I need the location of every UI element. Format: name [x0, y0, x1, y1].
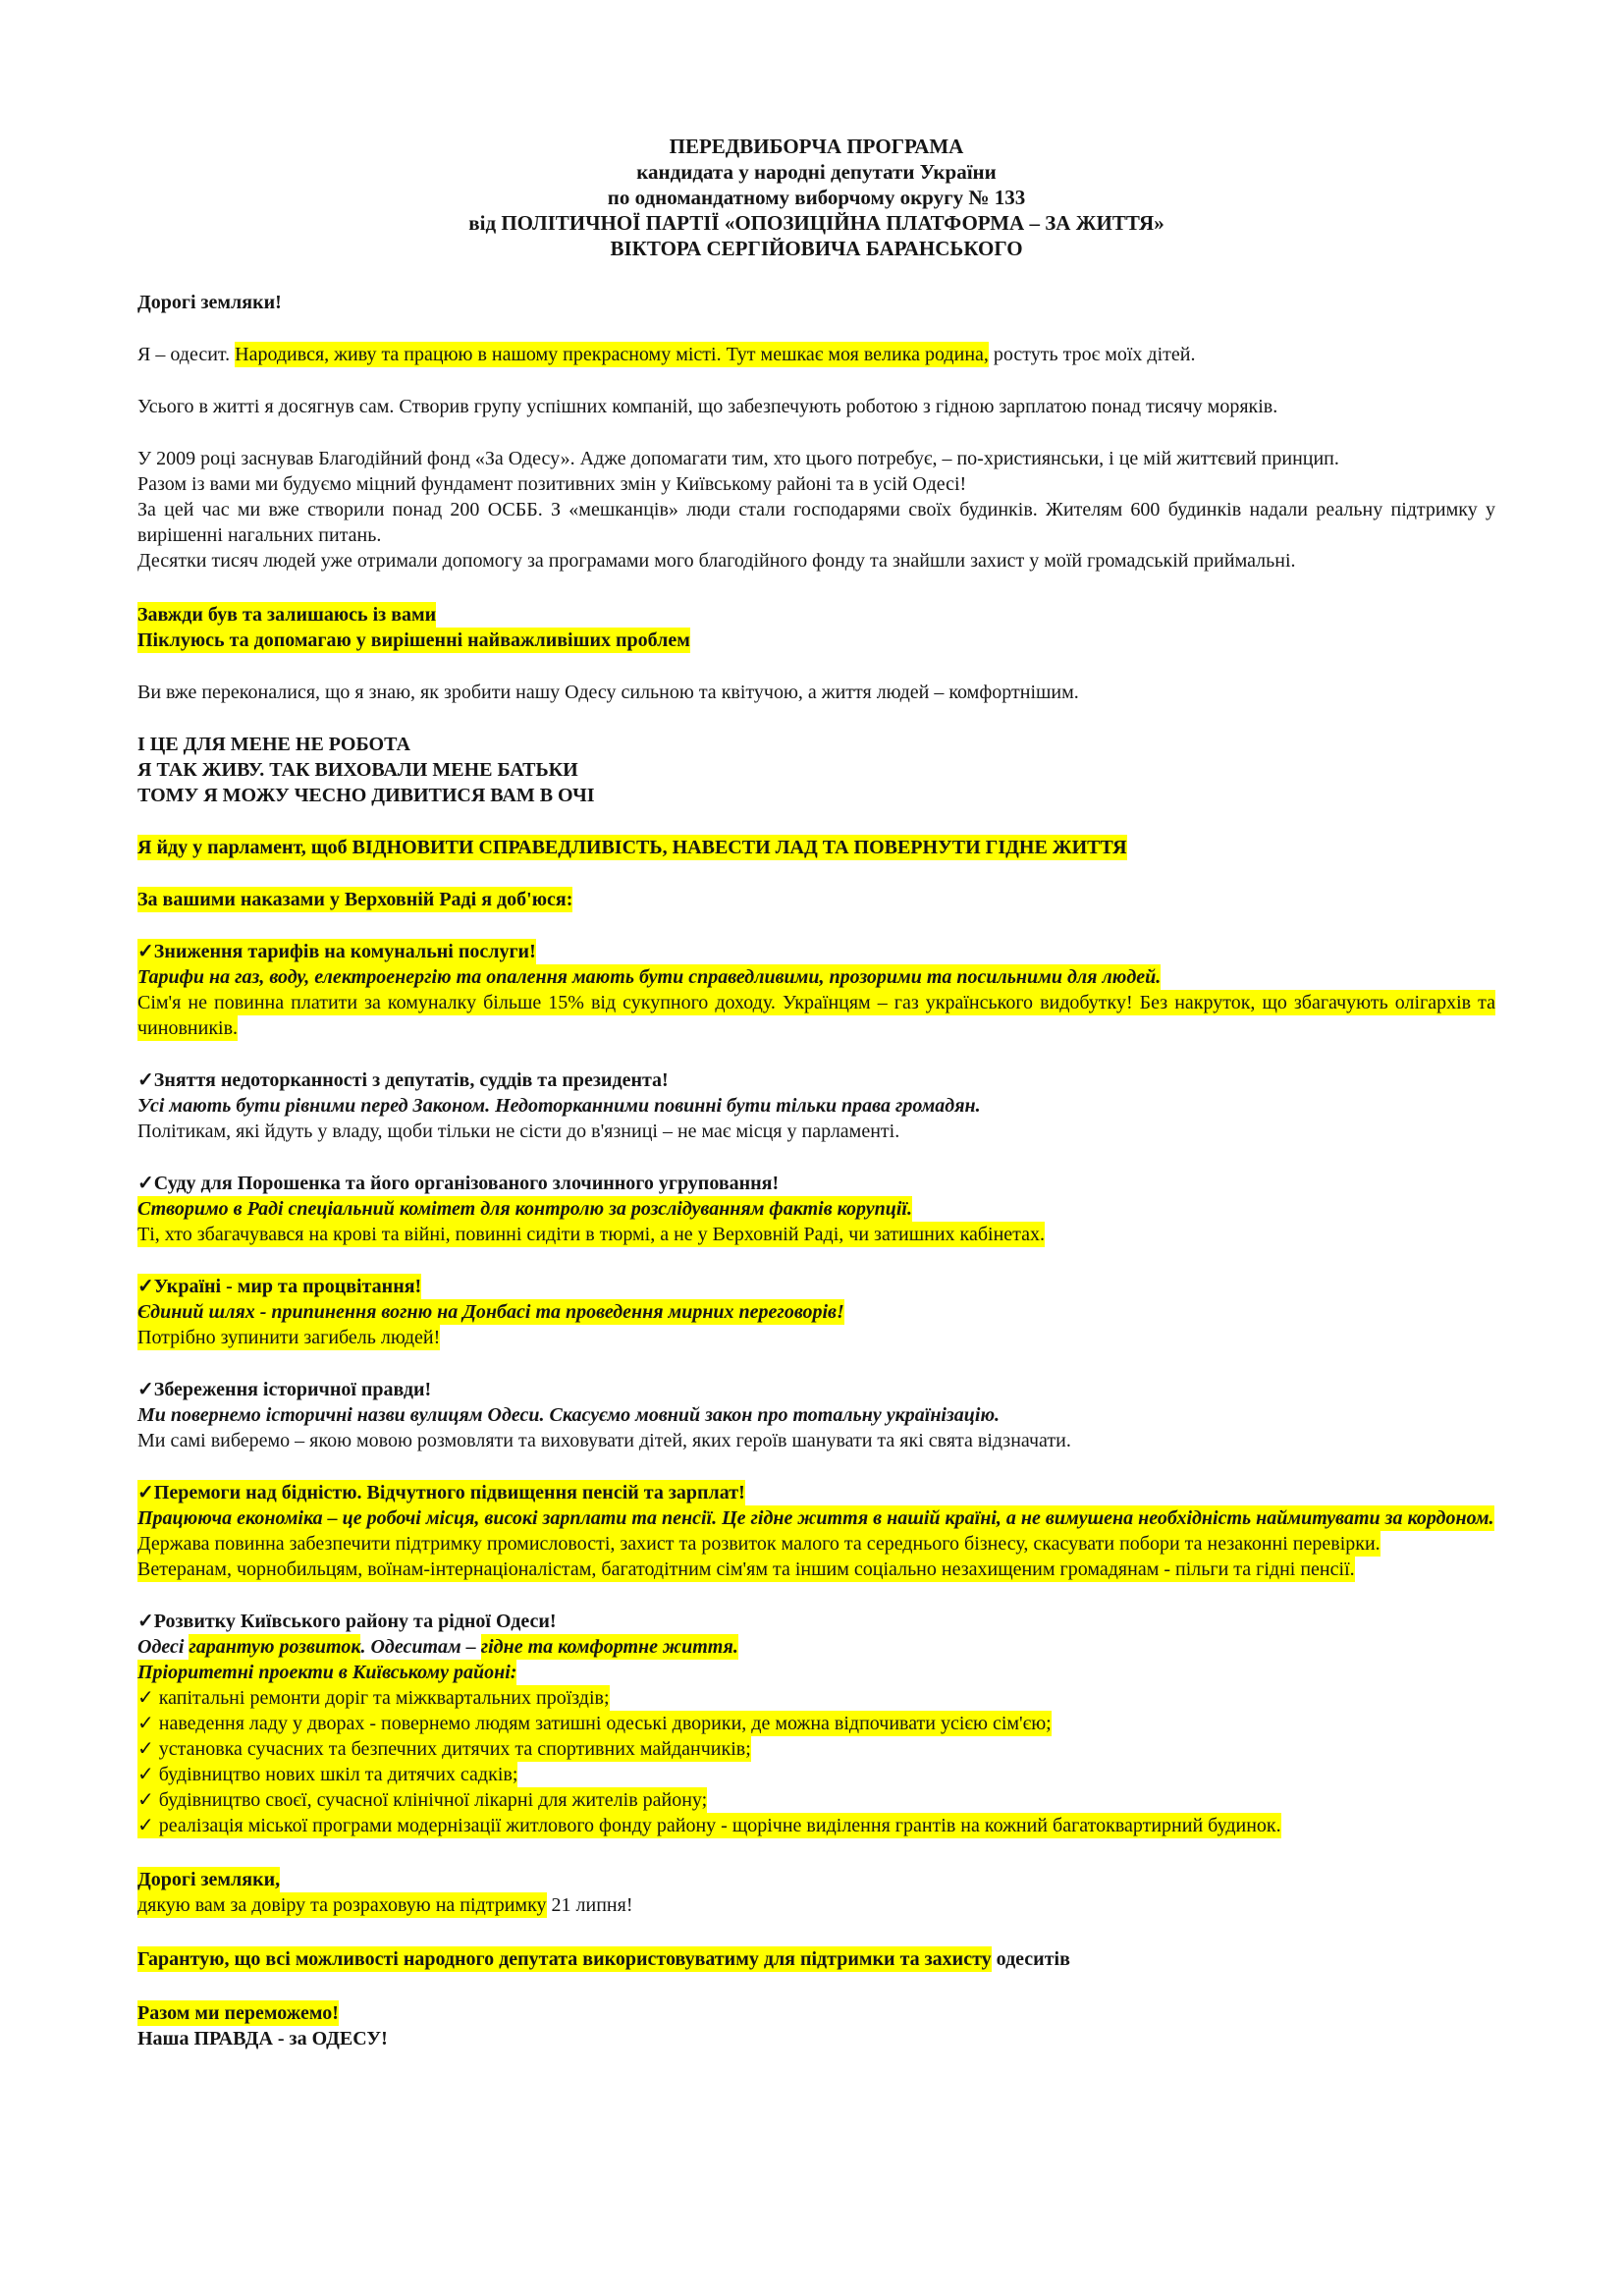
- section-heading: [137, 1171, 1495, 1196]
- paragraph: [137, 1634, 1495, 1660]
- title-line: [137, 210, 1495, 236]
- highlighted-text: ✓ будівництво своєї, сучасної клінічної лікарні для жителів району;: [137, 1789, 708, 1811]
- paragraph: [137, 1505, 1495, 1531]
- text-run: Дорогі земляки!: [137, 292, 282, 313]
- text-run: ТОМУ Я МОЖУ ЧЕСНО ДИВИТИСЯ ВАМ В ОЧІ: [137, 785, 595, 806]
- text-run: Усі мають бути рівними перед Законом. Недоторканними повинні бути тільки права громадян.: [137, 1095, 981, 1117]
- highlighted-text: ✓Перемоги над бідністю. Відчутного підвищення пенсій та зарплат!: [137, 1482, 745, 1503]
- highlighted-text: За вашими наказами у Верховній Раді я доб'юся:: [137, 889, 573, 910]
- section-heading: [137, 939, 1495, 964]
- text-run: Ми повернемо історичні назви вулицям Одеси. Скасуємо мовний закон про тотальну українізацію.: [137, 1404, 1001, 1426]
- highlighted-text: Я йду у парламент, щоб ВІДНОВИТИ СПРАВЕДЛИВІСТЬ, НАВЕСТИ ЛАД ТА ПОВЕРНУТИ ГІДНЕ ЖИТТЯ: [137, 837, 1127, 858]
- text-run: Десятки тисяч людей уже отримали допомогу за програмами мого благодійного фонду та знайшли захист у моїй громадській приймальні.: [137, 550, 1296, 572]
- highlighted-text: гарантую розвиток: [189, 1636, 361, 1658]
- text-run: Я ТАК ЖИВУ. ТАК ВИХОВАЛИ МЕНЕ БАТЬКИ: [137, 759, 578, 781]
- highlighted-text: Потрібно зупинити загибель людей!: [137, 1327, 441, 1348]
- paragraph: [137, 680, 1495, 705]
- text-run: За цей час ми вже створили понад 200 ОСББ. З «мешканців» люди стали господарями своїх будинків. Жителям 600 будинків надали реальну підтримку у вирішенні нагальних питань.: [137, 499, 1495, 546]
- paragraph: [137, 1428, 1495, 1453]
- text-run: Ми самі виберемо – якою мовою розмовляти та виховувати дітей, яких героїв шанувати та які свята відзначати.: [137, 1430, 1071, 1451]
- text-run: ПЕРЕДВИБОРЧА ПРОГРАМА: [669, 135, 964, 158]
- highlighted-text: Сім'я не повинна платити за комуналку більше 15% від сукупного доходу. Українцям – газ українського видобутку! Без накруток, що збагачують олігархів та чиновників.: [137, 992, 1495, 1039]
- text-run: ✓Розвитку Київського району та рідної Одеси!: [137, 1611, 557, 1632]
- highlighted-text: Разом ми переможемо!: [137, 2002, 339, 2024]
- text-run: І ЦЕ ДЛЯ МЕНЕ НЕ РОБОТА: [137, 734, 410, 755]
- text-run: . Одеситам –: [360, 1636, 481, 1658]
- slogan-line: [137, 628, 1495, 653]
- paragraph: [137, 471, 1495, 497]
- text-run: ВІКТОРА СЕРГІЙОВИЧА БАРАНСЬКОГО: [610, 237, 1023, 260]
- highlighted-text: Дорогі земляки,: [137, 1869, 281, 1890]
- highlighted-text: ✓Зниження тарифів на комунальні послуги!: [137, 941, 536, 962]
- paragraph: [137, 1119, 1495, 1144]
- text-run: Наша ПРАВДА - за ОДЕСУ!: [137, 2028, 388, 2050]
- text-run: Одесі: [137, 1636, 189, 1658]
- paragraph: [137, 990, 1495, 1041]
- paragraph: [137, 1660, 1495, 1685]
- highlighted-text: ✓ капітальні ремонти доріг та міжквартальних проїздів;: [137, 1687, 610, 1709]
- paragraph: [137, 964, 1495, 990]
- section-heading: [137, 1377, 1495, 1402]
- section-heading: [137, 1480, 1495, 1505]
- highlighted-text: Тарифи на газ, воду, електроенергію та опалення мають бути справедливими, прозорими та посильними для людей.: [137, 966, 1162, 988]
- highlighted-text: Ветеранам, чорнобильцям, воїнам-інтернаціоналістам, багатодітним сім'ям та іншим соціально незахищеним громадянам - пільги та гідні пенсії.: [137, 1558, 1355, 1580]
- paragraph: [137, 1325, 1495, 1350]
- checklist-item: [137, 1762, 1495, 1787]
- text-run: ✓Збереження історичної правди!: [137, 1379, 432, 1400]
- paragraph: [137, 394, 1495, 419]
- highlighted-text: ✓ будівництво нових шкіл та дитячих садків;: [137, 1764, 518, 1785]
- highlighted-text: Піклуюсь та допомагаю у вирішенні найважливіших проблем: [137, 629, 690, 651]
- text-run: 21 липня!: [546, 1894, 633, 1916]
- paragraph: [137, 548, 1495, 574]
- salutation: [137, 290, 1495, 315]
- checklist-item: [137, 1736, 1495, 1762]
- text-run: ✓Зняття недоторканності з депутатів, суддів та президента!: [137, 1069, 669, 1091]
- text-run: Я – одесит.: [137, 344, 236, 365]
- slogan-line: [137, 783, 1495, 808]
- text-run: ростуть троє моїх дітей.: [988, 344, 1196, 365]
- title-line: [137, 134, 1495, 159]
- document-content: [137, 134, 1495, 2051]
- section-heading: [137, 1067, 1495, 1093]
- text-run: Ви вже переконалися, що я знаю, як зробити нашу Одесу сильною та квітучою, а життя людей – комфортнішим.: [137, 682, 1079, 703]
- highlighted-text: Завжди був та залишаюсь із вами: [137, 604, 437, 626]
- highlighted-text: Держава повинна забезпечити підтримку промисловості, захист та розвиток малого та середнього бізнесу, скасувати побори та незаконні перевірки.: [137, 1533, 1380, 1555]
- slogan-line: [137, 602, 1495, 628]
- highlighted-text: Гарантую, що всі можливості народного депутата використовуватиму для підтримки та захисту: [137, 1948, 992, 1970]
- highlighted-text: Єдиний шлях - припинення вогню на Донбасі та проведення мирних переговорів!: [137, 1301, 844, 1323]
- paragraph: [137, 342, 1495, 367]
- highlighted-text: гідне та комфортне життя.: [480, 1636, 738, 1658]
- text-run: Разом із вами ми будуємо міцний фундамент позитивних змін у Київському районі та в усій Одесі!: [137, 473, 967, 495]
- paragraph: [137, 1196, 1495, 1222]
- title-line: [137, 185, 1495, 210]
- highlighted-text: Створимо в Раді спеціальний комітет для контролю за розслідуванням фактів корупції.: [137, 1198, 912, 1220]
- checklist-item: [137, 1685, 1495, 1711]
- checklist-item: [137, 1813, 1495, 1838]
- closing-line: [137, 2000, 1495, 2026]
- paragraph: [137, 497, 1495, 548]
- paragraph: [137, 1093, 1495, 1119]
- closing-line: [137, 2026, 1495, 2051]
- closing-line: [137, 1892, 1495, 1918]
- highlighted-text: ✓ установка сучасних та безпечних дитячих та спортивних майданчиків;: [137, 1738, 751, 1760]
- section-intro: [137, 887, 1495, 912]
- highlighted-text: ✓Україні - мир та процвітання!: [137, 1276, 422, 1297]
- text-run: Усього в житті я досягнув сам. Створив групу успішних компаній, що забезпечують роботою з гідною зарплатою понад тисячу моряків.: [137, 396, 1278, 417]
- text-run: кандидата у народні депутати України: [636, 160, 997, 184]
- text-run: ✓Суду для Порошенка та його організованого злочинного угруповання!: [137, 1173, 780, 1194]
- checklist-item: [137, 1787, 1495, 1813]
- highlighted-text: ✓ реалізація міської програми модернізації житлового фонду району - щорічне виділення грантів на кожний багатоквартирний будинок.: [137, 1815, 1281, 1836]
- paragraph: [137, 1222, 1495, 1247]
- slogan-line: [137, 835, 1495, 860]
- section-heading: [137, 1609, 1495, 1634]
- text-run: одеситів: [991, 1948, 1070, 1970]
- closing-line: [137, 1946, 1495, 1972]
- text-run: по одномандатному виборчому округу № 133: [607, 186, 1026, 209]
- closing-line: [137, 1867, 1495, 1892]
- highlighted-text: Народився, живу та працюю в нашому прекрасному місті. Тут мешкає моя велика родина,: [235, 344, 989, 365]
- slogan-line: [137, 757, 1495, 783]
- highlighted-text: дякую вам за довіру та розраховую на підтримку: [137, 1894, 547, 1916]
- checklist-item: [137, 1711, 1495, 1736]
- paragraph: [137, 1557, 1495, 1582]
- paragraph: [137, 446, 1495, 471]
- paragraph: [137, 1531, 1495, 1557]
- paragraph: [137, 1402, 1495, 1428]
- paragraph: [137, 1299, 1495, 1325]
- highlighted-text: Пріоритетні проекти в Київському районі:: [137, 1662, 517, 1683]
- text-run: від ПОЛІТИЧНОЇ ПАРТІЇ «ОПОЗИЦІЙНА ПЛАТФОРМА – ЗА ЖИТТЯ»: [468, 211, 1164, 235]
- section-heading: [137, 1274, 1495, 1299]
- slogan-line: [137, 732, 1495, 757]
- title-line: [137, 236, 1495, 261]
- highlighted-text: Працююча економіка – це робочі місця, високі зарплати та пенсії. Це гідне життя в нашій країні, а не вимушена необхідність наймитувати за кордоном.: [137, 1507, 1494, 1529]
- highlighted-text: ✓ наведення ладу у дворах - повернемо людям затишні одеські дворики, де можна відпочивати усією сім'єю;: [137, 1713, 1052, 1734]
- text-run: Політикам, які йдуть у владу, щоби тільки не сісти до в'язниці – не має місця у парламенті.: [137, 1121, 900, 1142]
- highlighted-text: Ті, хто збагачувався на крові та війні, повинні сидіти в тюрмі, а не у Верховній Раді, чи затишних кабінетах.: [137, 1224, 1046, 1245]
- text-run: У 2009 році заснував Благодійний фонд «За Одесу». Адже допомагати тим, хто цього потребує, – по-християнськи, і це мій життєвий принцип.: [137, 448, 1339, 469]
- title-line: [137, 159, 1495, 185]
